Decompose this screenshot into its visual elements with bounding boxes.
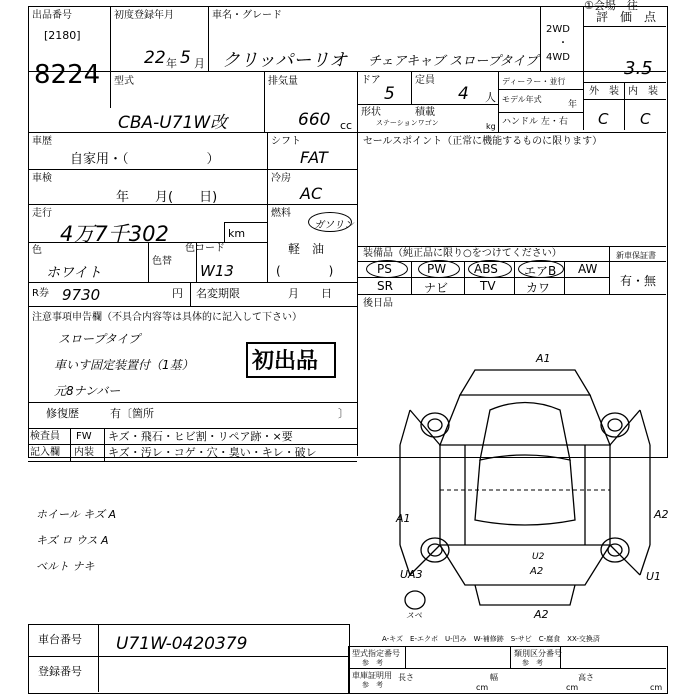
fuel-gasoline: ガソリン: [314, 220, 354, 231]
mileage-label: 走行: [32, 208, 52, 219]
repair-value: 有〔箇所: [110, 407, 154, 420]
fuel-gasoline-circle: [308, 212, 352, 232]
recycle-label: R券: [32, 288, 49, 299]
repair-close: 〕: [338, 407, 349, 420]
exterior-value: C: [598, 110, 609, 128]
fuel-label: 燃料: [271, 208, 291, 219]
interior-label: 内 装: [628, 86, 658, 97]
equip-tv: TV: [480, 279, 496, 293]
displacement-label: 排気量: [268, 76, 298, 87]
spare-tire-label: スペ: [406, 611, 422, 620]
damage-mark-left: A1: [396, 512, 411, 525]
name-change-value: 月 日: [288, 287, 332, 300]
first-reg-year-unit: 年: [166, 57, 177, 70]
equipment-label: 装備品（純正品に限り○をつけてください）: [363, 248, 562, 259]
car-name: クリッパーリオ: [222, 50, 348, 71]
inspection-label: 車検: [32, 173, 52, 184]
equip-abs-circle: [468, 260, 512, 278]
displacement-value: 660: [298, 110, 331, 130]
inspector-label-1: 検査員: [30, 431, 60, 442]
color-label: 色: [32, 245, 42, 256]
first-reg-year: 22: [144, 48, 166, 68]
class-label: 類別区分番号: [514, 649, 562, 658]
capacity-value: 4: [458, 84, 469, 104]
inspection-value: 年 月( 日): [116, 190, 218, 205]
damage-mark-right: A2: [654, 508, 669, 521]
garage-cert-label: 車庫証明用: [352, 671, 392, 680]
inspector-fw: FW: [76, 431, 92, 442]
notes-line1: スロープタイプ: [58, 332, 140, 346]
inspector-comment-3: ベルト ナキ: [36, 560, 95, 573]
damage-mark-front: A1: [536, 352, 551, 365]
shift-label: シフト: [271, 136, 301, 147]
doors-value: 5: [384, 84, 395, 104]
history-value: 自家用・（ ）: [70, 152, 220, 167]
model-year-unit: 年: [568, 100, 578, 110]
venue-note: ①会場 往: [584, 0, 638, 12]
shape-value: ステーションワゴン: [376, 119, 439, 127]
model-value: CBA-U71W改: [118, 113, 228, 133]
interior-value: C: [640, 110, 651, 128]
first-reg-month: 5: [180, 48, 191, 68]
class-ref: 参 考: [522, 659, 543, 667]
length-label: 長さ: [398, 673, 414, 682]
warranty-value: 有・無: [620, 274, 657, 288]
warranty-label: 新車保証書: [616, 251, 656, 260]
car-body-diagram: [380, 350, 670, 620]
type-designation-ref: 参 考: [362, 659, 383, 667]
recycle-value: 9730: [62, 286, 101, 304]
reg-label: 登録番号: [38, 665, 82, 678]
model-year-label: モデル年式: [502, 95, 542, 104]
width-label: 幅: [490, 673, 498, 682]
first-reg-month-unit: 月: [194, 57, 205, 70]
equip-navi: ナビ: [424, 281, 449, 295]
color-change-label: 色替: [152, 256, 172, 267]
eval-label: 評 価 点: [596, 10, 657, 24]
car-name-label: 車名・グレード: [212, 10, 282, 21]
fuel-diesel: 軽 油: [288, 242, 325, 256]
history-label: 車歴: [32, 136, 52, 147]
length-unit: cm: [476, 683, 489, 692]
ac-label: 冷房: [271, 173, 291, 184]
shape-label: 形状: [361, 107, 381, 118]
inspector-comment-2: キズ ロ ウス A: [36, 534, 109, 547]
equip-airbag: エアB: [524, 264, 557, 278]
damage-mark-bumper: A2: [534, 608, 549, 621]
lot-sub: [2180]: [44, 29, 81, 42]
repair-label: 修復歴: [46, 407, 79, 420]
equip-pw: PW: [427, 262, 447, 276]
mileage-unit: km: [228, 227, 246, 240]
color-code-value: W13: [200, 262, 234, 280]
damage-mark-rear-right: U1: [646, 570, 662, 583]
capacity-label: 定員: [415, 75, 435, 86]
type-designation-label: 型式指定番号: [352, 649, 400, 658]
dealer-label: ディーラー・並行: [502, 77, 566, 86]
recycle-unit: 円: [172, 287, 183, 300]
equip-pw-circle: [418, 260, 460, 278]
mileage-value: 4万7千302: [60, 222, 169, 246]
damage-mark-rear-glass: U2: [532, 552, 545, 562]
damage-mark-rear-door: A2: [530, 566, 544, 577]
sales-point-label: セールスポイント（正常に機能するものに限ります）: [363, 136, 603, 147]
notes-line2: 車いす固定装置付（1基）: [54, 358, 194, 372]
inspector-label-2: 記入欄: [30, 447, 60, 458]
fuel-paren: ( ): [276, 264, 334, 278]
equip-ps-circle: [366, 260, 408, 278]
inspector-comment-1: ホイール キズ A: [36, 508, 117, 521]
chassis-label: 車台番号: [38, 633, 82, 646]
model-label: 型式: [114, 76, 134, 87]
eval-score: 3.5: [624, 58, 653, 79]
chassis-value: U71W-0420379: [116, 634, 248, 654]
later-docs-label: 後日品: [363, 298, 393, 309]
load-label: 積載: [415, 107, 435, 118]
capacity-unit: 人: [485, 91, 496, 104]
equip-ps: PS: [377, 262, 392, 276]
notes-line3: 元8ナンバー: [54, 384, 121, 398]
displacement-unit: cc: [340, 119, 353, 132]
notes-label: 注意事項申告欄（不具合内容等は具体的に記入して下さい）: [32, 312, 302, 323]
ac-value: AC: [300, 184, 323, 203]
doors-label: ドア: [361, 75, 381, 86]
first-listing-stamp-text: 初出品: [252, 349, 319, 374]
equip-sr: SR: [377, 279, 393, 293]
handle-label: ハンドル 左・右: [502, 117, 568, 127]
exterior-label: 外 装: [589, 86, 619, 97]
lot-label: 出品番号: [32, 10, 72, 21]
damage-mark-rear-left: UA3: [400, 568, 423, 581]
load-unit: kg: [486, 122, 496, 131]
color-code-label: 色コード: [185, 243, 225, 254]
diagram-legend: A-キズ E-エクボ U-凹み W-補修跡 S-サビ C-腐食 XX-交換済: [382, 635, 600, 643]
equip-leather: カワ: [526, 281, 551, 295]
inspector-interior-items: キズ・汚レ・コゲ・穴・臭い・キレ・破レ: [108, 446, 317, 459]
shift-value: FAT: [300, 148, 328, 167]
car-grade: チェアキャブ スロープタイプ: [368, 54, 539, 69]
drive-dot: ・: [558, 38, 568, 49]
width-unit: cm: [566, 683, 579, 692]
color-value: ホワイト: [46, 265, 102, 281]
drive-4wd: 4WD: [546, 52, 570, 63]
name-change-label: 名変期限: [196, 287, 240, 300]
inspector-interior: 内装: [74, 447, 94, 458]
drive-2wd: 2WD: [546, 24, 570, 35]
equip-airbag-circle: [518, 260, 564, 278]
height-unit: cm: [650, 683, 663, 692]
height-label: 高さ: [578, 673, 594, 682]
equip-abs: ABS: [474, 262, 498, 276]
lot-number: 8224: [34, 60, 101, 90]
inspector-fw-items: キズ・飛石・ヒビ割・リペア跡・×要: [108, 430, 293, 443]
equip-aw: AW: [578, 262, 598, 276]
garage-cert-ref: 参 考: [362, 681, 383, 689]
first-reg-label: 初度登録年月: [114, 10, 174, 21]
